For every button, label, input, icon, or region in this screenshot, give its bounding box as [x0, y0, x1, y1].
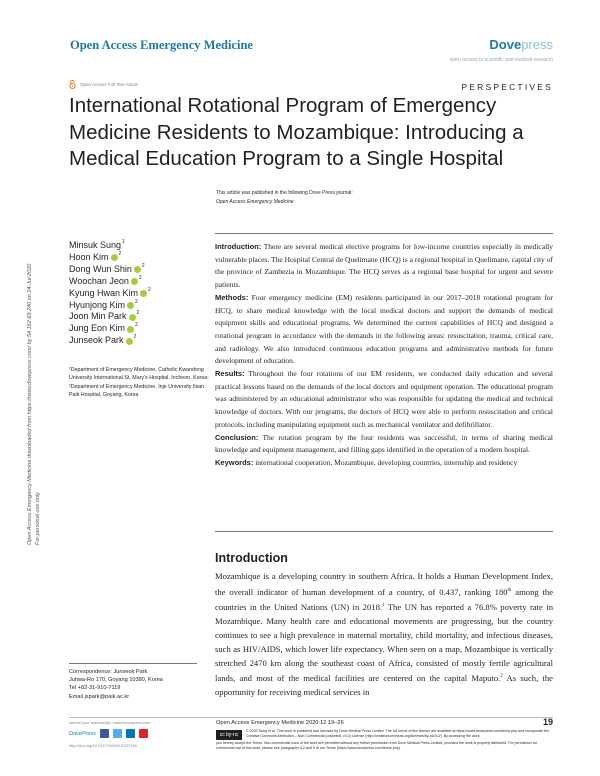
author-0[interactable]: [69, 240, 209, 252]
author-8[interactable]: [69, 335, 209, 347]
intro-text-a: Mozambique is a developing country in southern Africa. It holds a Human Development Index, the overall indicator of human development of a country, of 0.437, ranking 180: [215, 571, 553, 597]
author-affil-sup: 2: [135, 322, 138, 329]
social-links: [100, 729, 148, 738]
author-affil-sup: 2: [133, 334, 137, 341]
author-affil-sup: 2: [136, 310, 140, 317]
author-affil-sup: 2: [148, 286, 151, 293]
abstract: [215, 241, 553, 470]
intro-text-c: The UN has reported a 76.8% poverty rate in Mozambique. Many health care and educational movements are progressing, but the country continues to see a high prevalence in maternal mortality, child mortality, and infectious diseases, such as HIV/AIDS, which lower life expectancy. When seen on a map, Mozambique is vertically stretched 2470 km along the southeast coast of Africa, consisted of mostly fertile agricultural lands, and most of the medical facilities are centered on the capital Maputo.: [215, 602, 553, 684]
introduction-body: [215, 570, 553, 700]
publication-note-line: This article was published in the following Dove Press journal:: [216, 190, 353, 196]
author-name: Jung Eon Kim: [69, 323, 126, 334]
download-notice-line2: For personal use only.: [35, 490, 41, 545]
author-name: Dong Wun Shin: [69, 263, 132, 274]
abstract-intro-text: There are several medical elective programs for low-income countries especially in medically vulnerable places. The Hospital Central de Quelimane (HCQ) is a regional hospital in Quelimane, capital city of the province of Zambezia in Mozambique. The HCQ serves as a regional base hospital for urgent and severe patients.: [215, 242, 553, 290]
abstract-results-label: Results:: [215, 369, 245, 379]
author-name: Hoon Kim: [69, 251, 109, 262]
author-name: Hyunjong Kim: [69, 299, 126, 310]
author-affil-sup: 2: [141, 262, 145, 269]
license-text-bottom: you hereby accept the Terms. Non-commercial uses of the work are permitted without any further permission from Dove Medical Press Limited, provided the work is properly attributed. For permission for commercial use of this work, please see paragraphs 4.2 and 5 of our Terms (https://www.dovepress.com/terms.php).: [216, 741, 538, 751]
linkedin-icon[interactable]: [126, 729, 135, 738]
author-3[interactable]: [69, 276, 209, 288]
abstract-results: [215, 368, 553, 432]
intro-ref-1[interactable]: 1: [382, 603, 385, 609]
footer-citation: Open Access Emergency Medicine 2020:12 19–26: [216, 720, 344, 726]
abstract-results-text: Throughout the four rotations of our EM residents, we conducted daily education and several practical lessons based on the demands of the local doctors and equipment operation. The educational program was administered by an educational administrator who was responsible for updating the medical and technical knowledge of doctors. With our programs, the doctors of HCQ were able to perform resuscitation and critical protocols, including manipulating equipment such as mechanical ventilator and defibrillator.: [215, 369, 553, 429]
publication-note: [216, 189, 353, 206]
submit-manuscript-link[interactable]: submit your manuscript | www.dovepress.com: [69, 720, 151, 725]
youtube-icon[interactable]: [139, 729, 148, 738]
article-title: International Rotational Program of Emergency Medicine Residents to Mozambique: Introducing a Medical Education Program to a Single Hospital: [69, 94, 524, 170]
intro-text-d: As such, the opportunity for receiving medical services in: [215, 673, 553, 697]
author-affil-sup: 2: [118, 250, 122, 257]
correspondence-address: Juhwa-Ro 170, Goyang 10380, Korea: [69, 677, 163, 684]
download-notice-line1: Open Access Emergency Medicine downloaded from https://www.dovepress.com/ by 54.162.69.240 on 24-Jul-2020: [27, 263, 33, 545]
author-4[interactable]: [69, 288, 209, 300]
dovepress-footer-logo[interactable]: DovePress: [69, 731, 96, 737]
abstract-top-rule: [215, 233, 553, 234]
abstract-conclusion-label: Conclusion:: [215, 432, 259, 442]
abstract-methods: [215, 292, 553, 368]
abstract-bottom-rule: [215, 531, 553, 532]
intro-text-b: among the countries in the United Nations (UN) in 2018.: [215, 586, 554, 613]
author-name: Junseok Park: [69, 335, 124, 346]
abstract-keywords: [215, 457, 553, 470]
logo-dove: Dove: [489, 37, 522, 52]
dovepress-tagline: open access to scientific and medical research: [449, 57, 553, 63]
abstract-conclusion-text: The rotation program by the four residents was successful, in terms of sharing medical knowledge and equipment management, and filling gaps identified in the operation of a modern hospital.: [215, 432, 553, 455]
abstract-intro-label: Introduction:: [215, 242, 262, 251]
abstract-conclusion: [215, 432, 553, 457]
page-number: 19: [542, 717, 553, 727]
publication-note-journal[interactable]: Open Access Emergency Medicine: [216, 198, 294, 205]
author-list: [69, 240, 209, 347]
author-affil-sup: 1: [122, 239, 125, 245]
author-affil-sup: 2: [138, 274, 142, 281]
author-name: Joon Min Park: [69, 311, 127, 322]
correspondence: [69, 668, 209, 701]
intro-sup-th: th: [507, 587, 512, 593]
correspondence-tel: Tel +82-31-910-7119: [69, 685, 121, 692]
correspondence-rule: [69, 663, 197, 664]
open-access-label: Open Access Full Text Article: [80, 82, 138, 87]
abstract-methods-text: Four emergency medicine (EM) residents participated in our 2017–2018 rotational program for HCQ, to share medical knowledge with the local medical doctors and support the demands of medical equipment skills and educational programs. We determined the current capabilities of HCQ and designed a rotational program in accordance with the demands in the following areas: resuscitation, trauma, critical care, and radiology. We also introduced continuous education programs and administrative methods for future development of education.: [215, 292, 553, 366]
doi-link[interactable]: http://doi.org/10.2147/OAEM.S237245: [69, 743, 137, 748]
introduction-heading: Introduction: [215, 551, 288, 565]
affiliations: ¹Department of Emergency Medicine, Catholic Kwandong University International St. Mary's Hospital, Incheon, Korea; ²Department of Emergency Medicine, Inje University Ilsan Paik Hospital, Goyang, Korea: [69, 367, 209, 398]
author-name: Kyung Hwan Kim: [69, 287, 139, 298]
abstract-keywords-text: international cooperation, Mozambique, developing countries, internship and residency: [253, 457, 518, 467]
author-name: Minsuk Sung: [69, 240, 122, 250]
abstract-introduction: [215, 241, 553, 292]
orcid-icon[interactable]: [131, 278, 138, 285]
author-7[interactable]: [69, 323, 209, 335]
dovepress-logo[interactable]: [489, 37, 553, 52]
license-text-top: © 2020 Sung et al. This work is published and licensed by Dove Medical Press Limited. The full terms of this license are available at https://www.dovepress.com/terms.php and incorporate the Creative Commons Attribution – Non Commercial (unported, v3.0) License (http://creativecommons.org/licenses/by-nc/3.0/). By accessing the work: [246, 729, 550, 739]
author-6[interactable]: [69, 311, 209, 323]
cc-license-badge[interactable]: cc by-nc: [216, 730, 242, 740]
logo-press: press: [521, 37, 553, 52]
author-affil-sup: 2: [135, 298, 138, 305]
open-access-lock-icon: [69, 80, 76, 89]
section-label: PERSPECTIVES: [461, 82, 553, 92]
abstract-methods-label: Methods:: [215, 292, 249, 302]
twitter-icon[interactable]: [113, 729, 122, 738]
journal-title[interactable]: Open Access Emergency Medicine: [70, 38, 253, 52]
correspondence-name: Correspondence: Junseok Park: [69, 669, 148, 675]
author-name: Woochan Jeon: [69, 275, 129, 286]
facebook-icon[interactable]: [100, 729, 109, 738]
abstract-keywords-label: Keywords:: [215, 457, 254, 467]
correspondence-email[interactable]: Email jspark@paik.ac.kr: [69, 693, 130, 700]
orcid-icon[interactable]: [111, 254, 118, 261]
orcid-icon[interactable]: [140, 290, 147, 297]
download-notice: [26, 264, 42, 545]
intro-ref-2[interactable]: 2: [500, 674, 503, 680]
footer-rule: [69, 717, 553, 718]
orcid-icon[interactable]: [126, 338, 133, 345]
open-access-row: [69, 80, 138, 89]
author-1[interactable]: [69, 252, 209, 264]
orcid-icon[interactable]: [127, 302, 134, 309]
